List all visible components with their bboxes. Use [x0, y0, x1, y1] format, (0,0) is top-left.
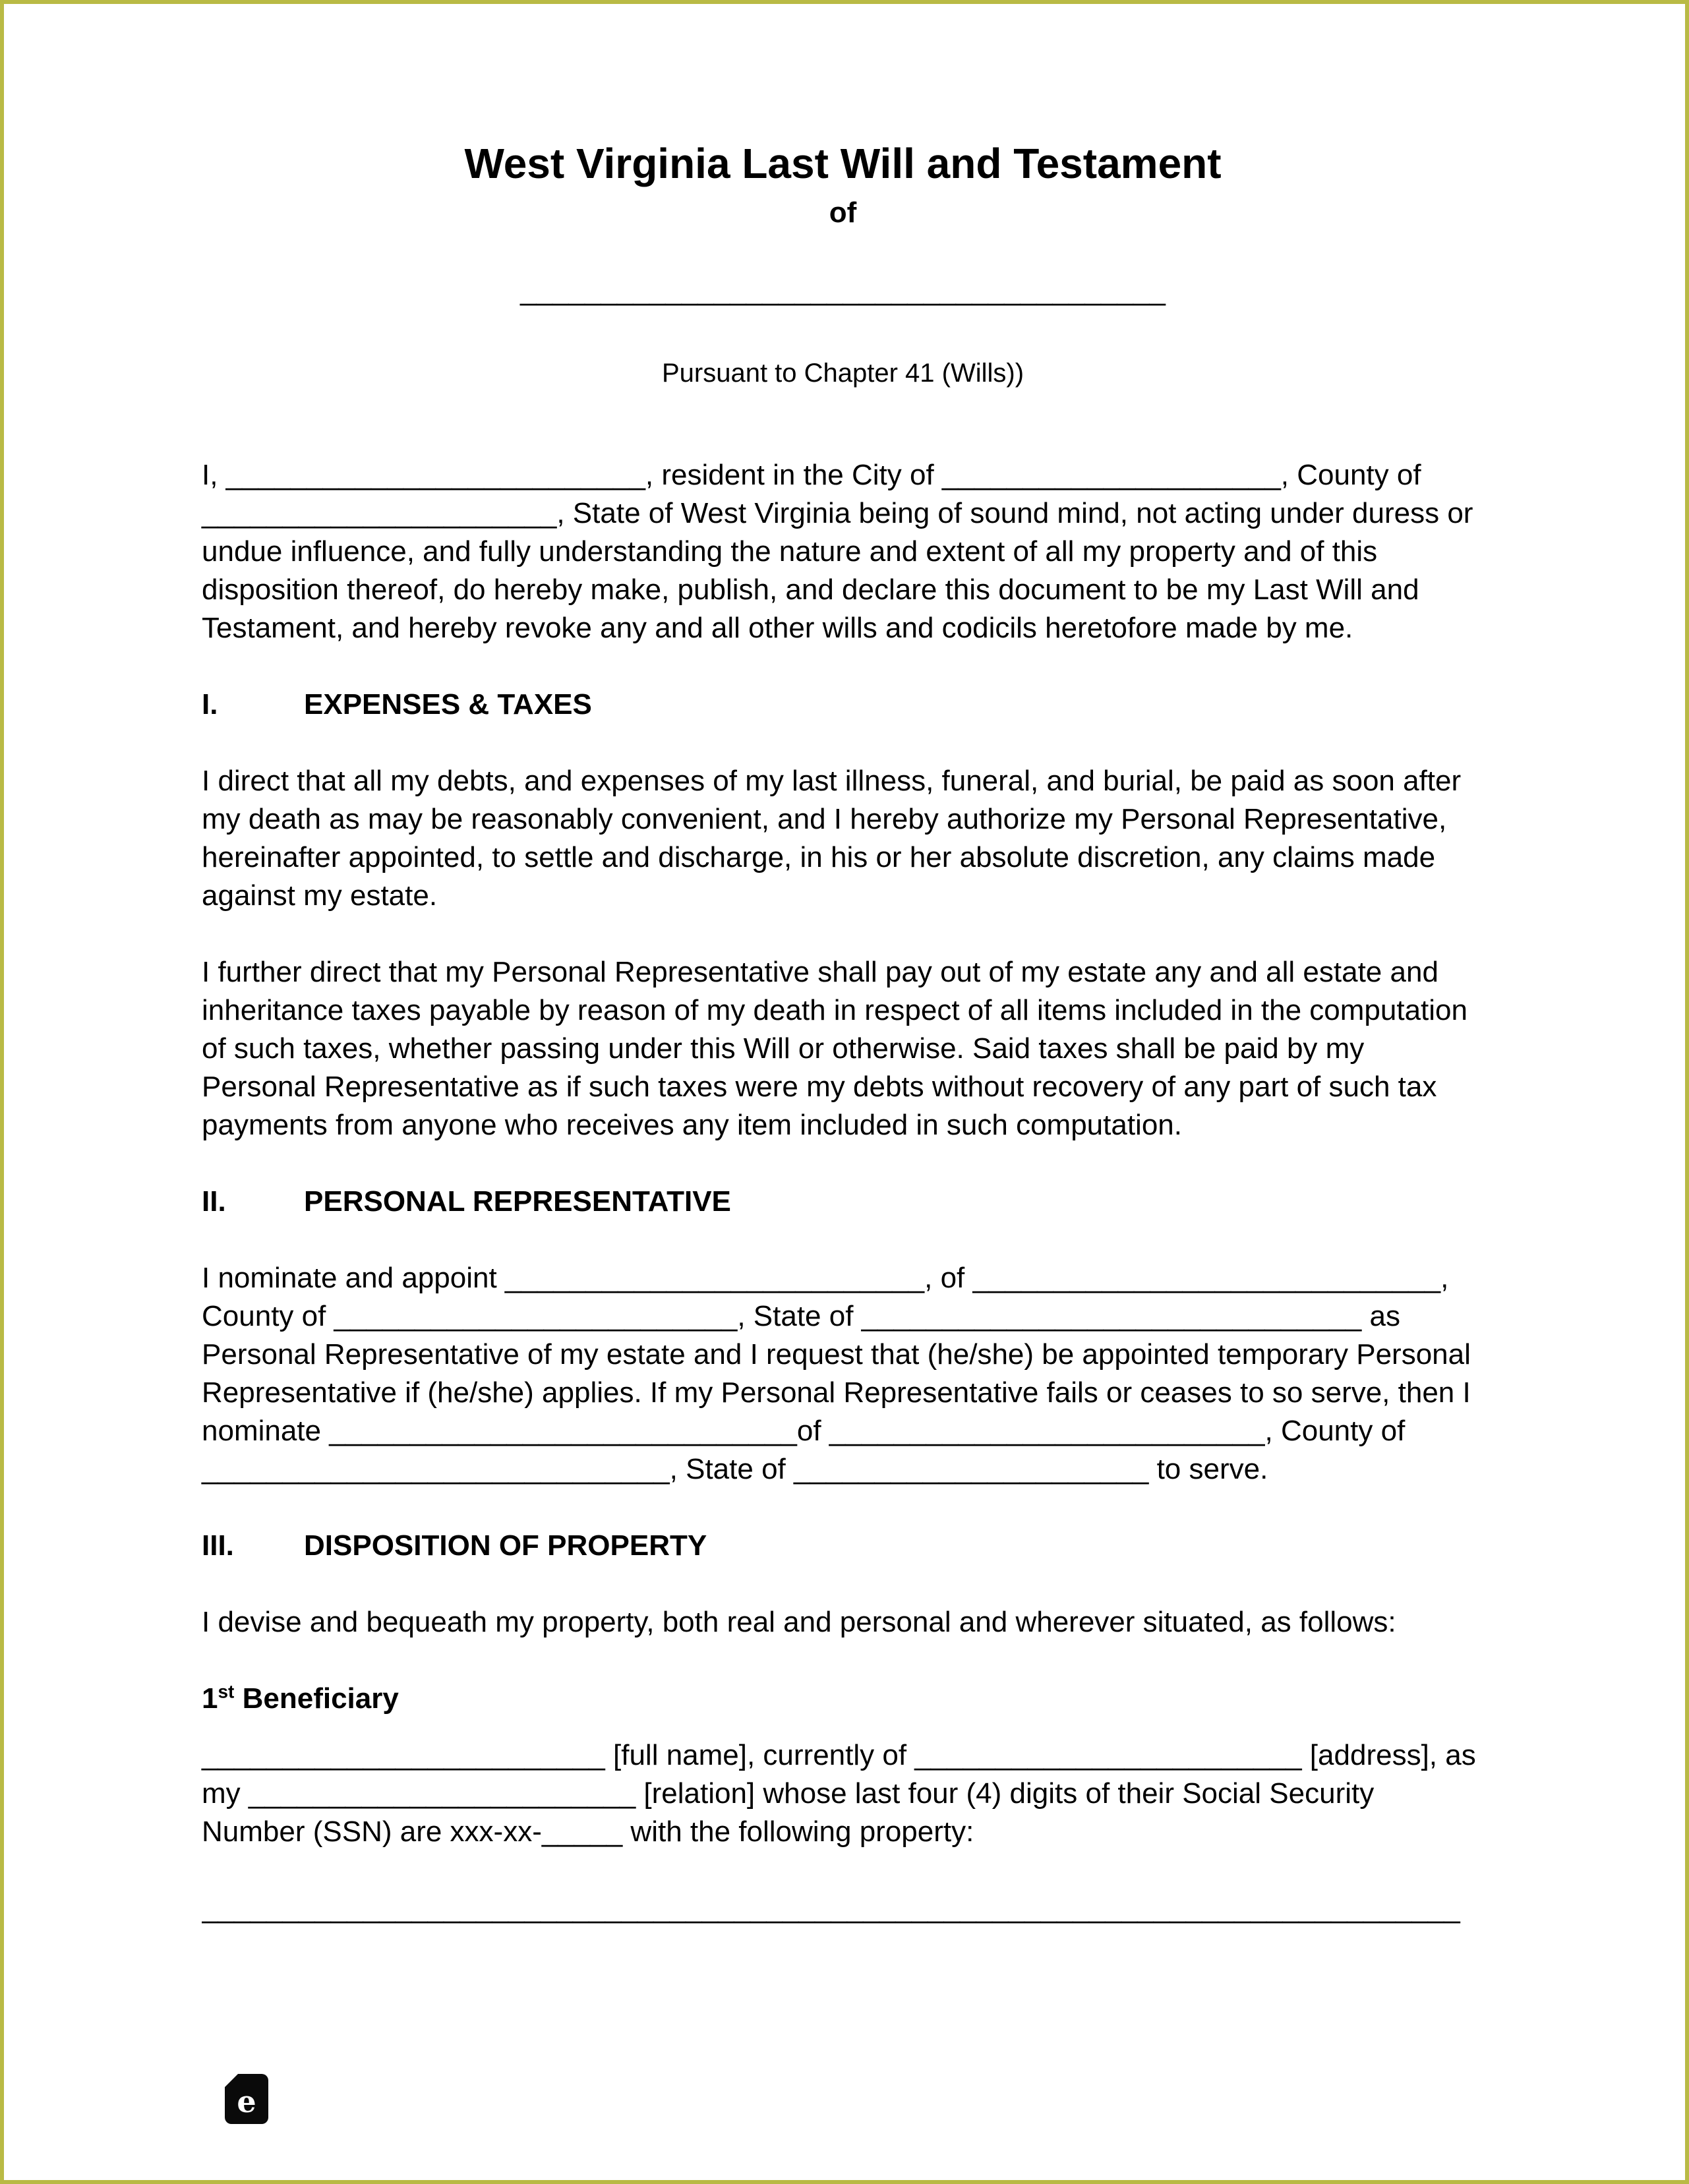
- section-heading-expenses-taxes: [202, 686, 1484, 724]
- personal-representative-paragraph: I nominate and appoint __________________________, of _____________________________, County of _________________________, State of _______________________________ as Personal Representative of my estate and I request that (he/she) be appointed temporary Personal Representative if (he/she) applies. If my Personal Representative fails or ceases to so serve, then I nominate _____________________________of ___________________________, County of _____________________________, State of ______________________ to serve.: [202, 1262, 1471, 1485]
- section-heading-disposition-of-property: [202, 1527, 1484, 1565]
- section-number: I.: [202, 688, 218, 721]
- document-header: [202, 136, 1484, 390]
- eforms-logo-icon: [225, 2074, 268, 2124]
- beneficiary-label: Beneficiary: [234, 1682, 399, 1715]
- beneficiary-paragraph: _________________________ [full name], currently of ________________________ [address], as my ________________________ [relation] whose last four (4) digits of their Social Security Number (SSN) are xxx-xx-_____ with the following property:: [202, 1739, 1476, 1848]
- section-heading-personal-representative: [202, 1183, 1484, 1221]
- section-number: II.: [202, 1185, 226, 1218]
- section-title: DISPOSITION OF PROPERTY: [304, 1529, 707, 1562]
- section-title: EXPENSES & TAXES: [304, 688, 592, 721]
- testator-name-blank: ________________________________________: [520, 274, 1166, 307]
- beneficiary-ordinal: st: [218, 1681, 235, 1702]
- property-blank-line: ______________________________________________________________________________: [202, 1892, 1460, 1924]
- document-title: West Virginia Last Will and Testament: [464, 140, 1222, 187]
- intro-paragraph: I, __________________________, resident in the City of _____________________, County of ______________________, State of West Virginia being of sound mind, not acting under duress or undue influence, and fully understanding the nature and extent of all my property and of this disposition thereof, do hereby make, publish, and declare this document to be my Last Will and Testament, and hereby revoke any and all other wills and codicils heretofore made by me.: [202, 459, 1473, 644]
- expenses-paragraph-1: I direct that all my debts, and expenses of my last illness, funeral, and burial, be paid as soon after my death as may be reasonably convenient, and I hereby authorize my Personal Representative, hereinafter appointed, to settle and discharge, in his or her absolute discretion, any claims made against my estate.: [202, 765, 1462, 912]
- disposition-paragraph: I devise and bequeath my property, both real and personal and wherever situated, as follows:: [202, 1606, 1396, 1638]
- pursuant-line: Pursuant to Chapter 41 (Wills)): [661, 359, 1024, 388]
- expenses-paragraph-2: I further direct that my Personal Representative shall pay out of my estate any and all estate and inheritance taxes payable by reason of my death in respect of all items included in the computation of such taxes, whether passing under this Will or otherwise. Said taxes shall be paid by my Personal Representative as if such taxes were my debts without recovery of any part of such tax payments from anyone who receives any item included in such computation.: [202, 956, 1467, 1141]
- title-of-label: of: [829, 196, 857, 229]
- section-title: PERSONAL REPRESENTATIVE: [304, 1185, 731, 1218]
- section-number: III.: [202, 1529, 234, 1562]
- first-beneficiary-heading: [202, 1680, 1484, 1718]
- eforms-logo-letter: e: [237, 2084, 256, 2119]
- beneficiary-number: 1: [202, 1682, 218, 1715]
